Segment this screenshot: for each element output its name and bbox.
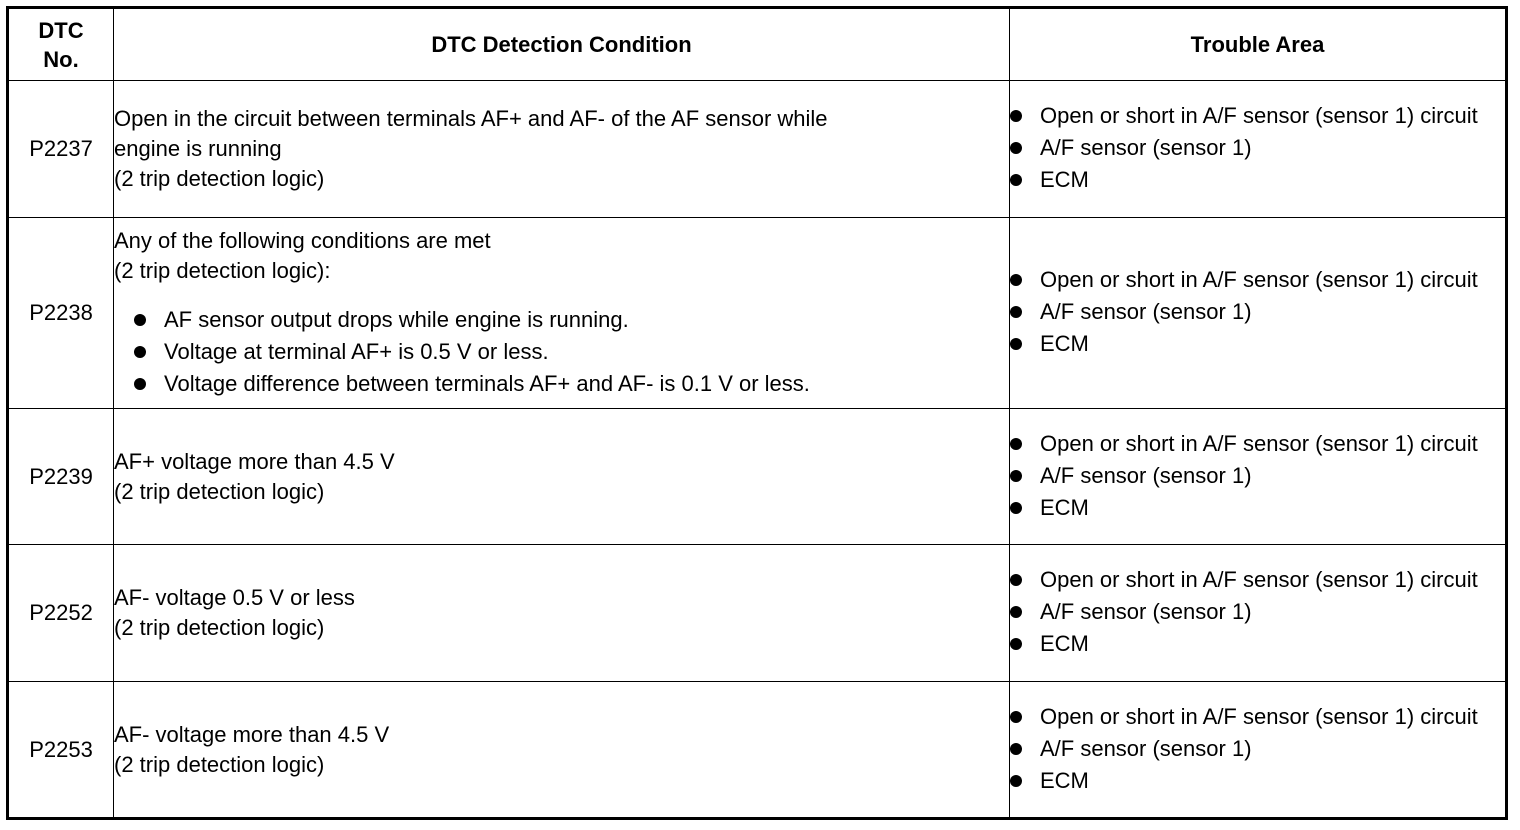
trouble-area-item: A/F sensor (sensor 1) [1040,135,1252,160]
table-row [8,409,1507,545]
trouble-area-item: ECM [1040,767,1089,793]
header-dtc-no [8,8,114,81]
trouble-area [1010,218,1507,409]
header-condition: DTC Detection Condition [114,8,1010,81]
detection-condition [114,81,1010,218]
trouble-area [1010,409,1507,545]
bullet-icon [1010,274,1022,286]
list-item [1010,165,1505,195]
detection-condition [114,682,1010,819]
list-item [1010,297,1505,327]
bullet-icon [1010,110,1022,122]
bullet-icon [1010,306,1022,318]
detection-condition [114,409,1010,545]
bullet-icon [134,346,146,358]
trouble-area-item: Open or short in A/F sensor (sensor 1) circuit [1040,103,1478,128]
list-item [1010,565,1505,595]
condition-line: (2 trip detection logic) [114,751,325,777]
trouble-area-list [1010,702,1505,796]
dtc-code: P2252 [8,545,114,682]
trouble-area [1010,81,1507,218]
dtc-code: P2238 [8,218,114,409]
bullet-icon [134,314,146,326]
condition-line: AF- voltage 0.5 V or less [114,585,355,610]
trouble-area-item: ECM [1040,167,1089,192]
trouble-area-item: A/F sensor (sensor 1) [1040,299,1252,324]
trouble-area-item: ECM [1040,331,1089,356]
bullet-icon [1010,574,1022,586]
bullet-icon [1010,638,1022,650]
condition-line: AF+ voltage more than 4.5 V [114,448,395,474]
bullet-icon [1010,743,1022,755]
trouble-area-list [1010,565,1505,659]
table-row [8,682,1507,819]
detection-condition [114,545,1010,682]
condition-line: (2 trip detection logic) [114,166,325,191]
trouble-area-item: A/F sensor (sensor 1) [1040,599,1252,624]
condition-line: (2 trip detection logic) [114,478,325,504]
bullet-icon [1010,711,1022,723]
condition-line: AF- voltage more than 4.5 V [114,721,390,747]
header-dtc-no-line1: DTC [38,17,84,43]
condition-line: (2 trip detection logic): [114,258,331,283]
trouble-area [1010,682,1507,819]
condition-line: Any of the following conditions are met [114,228,491,253]
list-item [134,368,1009,400]
trouble-area-item: Open or short in A/F sensor (sensor 1) circuit [1040,267,1478,292]
dtc-code: P2239 [8,409,114,545]
dtc-table [6,6,1508,820]
condition-bullet: Voltage difference between terminals AF+ and AF- is 0.1 V or less. [164,371,810,396]
bullet-icon [134,378,146,390]
list-item [1010,493,1505,523]
list-item [1010,265,1505,295]
condition-bullet: AF sensor output drops while engine is running. [164,307,629,332]
bullet-icon [1010,775,1022,787]
condition-line: (2 trip detection logic) [114,615,325,640]
bullet-icon [1010,502,1022,514]
trouble-area-item: A/F sensor (sensor 1) [1040,462,1252,488]
condition-line: engine is running [114,136,282,161]
table-row [8,218,1507,409]
list-item [1010,101,1505,131]
bullet-icon [1010,338,1022,350]
trouble-area-list [1010,101,1505,195]
header-row [8,8,1507,81]
list-item [1010,597,1505,627]
trouble-area-item: Open or short in A/F sensor (sensor 1) circuit [1040,567,1478,592]
list-item [1010,629,1505,659]
condition-bullet-list [114,304,1009,400]
bullet-icon [1010,438,1022,450]
header-trouble-area: Trouble Area [1010,8,1507,81]
header-dtc-no-line2: No. [43,46,79,72]
list-item [134,304,1009,336]
dtc-code: P2237 [8,81,114,218]
table-row [8,545,1507,682]
table-row [8,81,1507,218]
list-item [1010,461,1505,491]
trouble-area-list [1010,429,1505,523]
trouble-area [1010,545,1507,682]
list-item [1010,429,1505,459]
condition-bullet: Voltage at terminal AF+ is 0.5 V or less. [164,339,549,364]
trouble-area-item: A/F sensor (sensor 1) [1040,735,1252,761]
bullet-icon [1010,174,1022,186]
list-item [1010,766,1505,796]
list-item [1010,702,1505,732]
list-item [1010,133,1505,163]
list-item [1010,329,1505,359]
dtc-code: P2253 [8,682,114,819]
trouble-area-item: ECM [1040,494,1089,520]
bullet-icon [1010,606,1022,618]
trouble-area-item: Open or short in A/F sensor (sensor 1) circuit [1040,430,1478,456]
list-item [134,336,1009,368]
bullet-icon [1010,470,1022,482]
condition-line: Open in the circuit between terminals AF+ and AF- of the AF sensor while [114,106,828,131]
trouble-area-item: ECM [1040,631,1089,656]
trouble-area-list [1010,265,1505,359]
list-item [1010,734,1505,764]
trouble-area-item: Open or short in A/F sensor (sensor 1) circuit [1040,703,1478,729]
bullet-icon [1010,142,1022,154]
detection-condition [114,218,1010,409]
